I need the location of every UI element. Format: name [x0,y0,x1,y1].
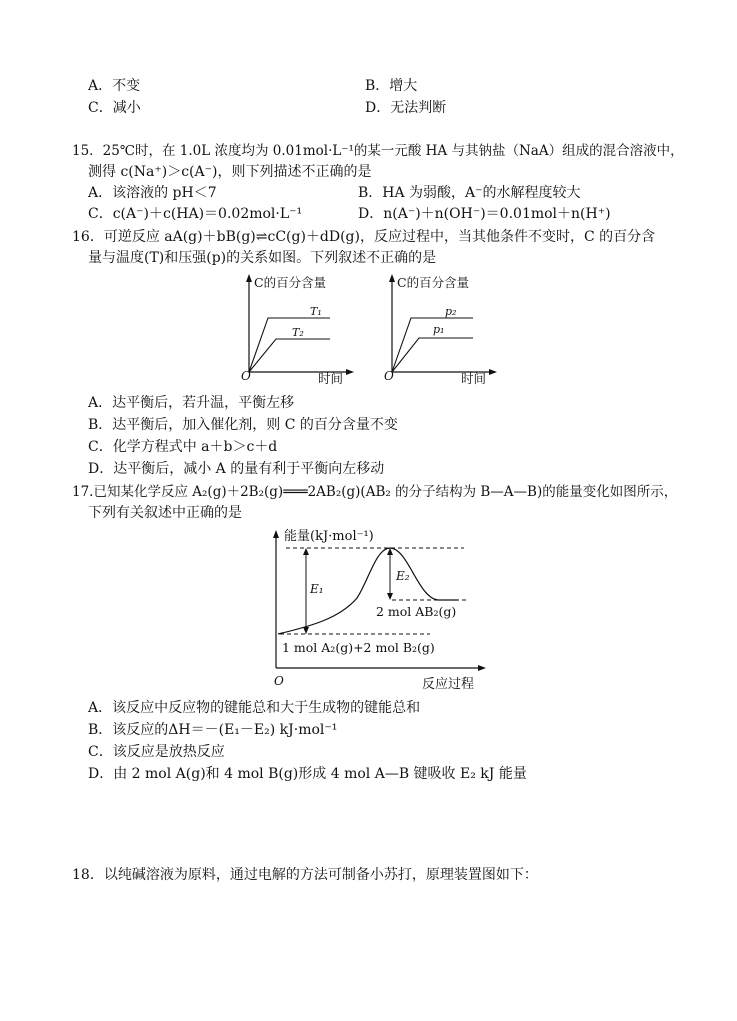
e1-label: E₁ [310,582,324,596]
q16-option-a: A．达平衡后，若升温，平衡左移 [88,395,295,411]
q17-option-d: D．由 2 mol A(g)和 4 mol B(g)形成 4 mol A—B 键吸收 E₂ kJ 能量 [88,766,527,782]
q17-option-b: B．该反应的ΔH＝－(E₁－E₂) kJ·mol⁻¹ [88,722,338,738]
graph1-ylabel: C的百分含量 [254,275,327,290]
q17-stem-line2: 下列有关叙述中正确的是 [88,505,242,521]
graph1-lower-label: T₂ [292,326,304,339]
q17-option-a: A．该反应中反应物的键能总和大于生成物的键能总和 [88,700,421,716]
graph2-lower-label: p₁ [433,323,445,336]
q15-option-d: D．n(A⁻)＋n(OH⁻)＝0.01mol＋n(H⁺) [358,206,611,222]
q15-stem-line2: 测得 c(Na⁺)＞c(A⁻)，则下列描述不正确的是 [88,164,372,180]
q16-graphs [230,270,510,390]
graph1-upper-label: T₁ [310,305,322,318]
e1-arrow-top [303,548,309,555]
q16-graph2 [384,274,497,386]
energy-ylabel: 能量(kJ·mol⁻¹) [284,529,374,544]
q17-stem-line1: 17.已知某化学反应 A₂(g)＋2B₂(g)═══2AB₂(g)(AB₂ 的分子结构为 B—A—B)的能量变化如图所示， [72,484,678,500]
energy-origin: O [274,674,284,688]
energy-curve [278,548,458,634]
e2-arrow-bottom [387,593,393,600]
graph2-upper-label: p₂ [445,305,457,318]
q14-option-c: C．减小 [88,100,141,116]
graph2-x-arrow [489,369,497,375]
q16-option-b: B．达平衡后，加入催化剂，则 C 的百分含量不变 [88,417,398,433]
q16-option-d: D．达平衡后，减小 A 的量有利于平衡向左移动 [88,461,385,477]
q15-option-a: A．该溶液的 pH＜7 [88,185,217,201]
q16-stem-line2: 量与温度(T)和压强(p)的关系如图。下列叙述不正确的是 [88,250,437,266]
q17-option-c: C．该反应是放热反应 [88,744,225,760]
graph2-origin: O [384,369,394,383]
q15-option-c: C．c(A⁻)＋c(HA)＝0.02mol·L⁻¹ [88,206,303,222]
energy-xlabel: 反应过程 [422,677,475,692]
product-label: 2 mol AB₂(g) [376,604,457,619]
q15-option-b: B．HA 为弱酸，A⁻的水解程度较大 [358,185,581,201]
energy-x-arrow [478,665,486,671]
energy-y-arrow [273,530,279,538]
q14-option-a: A．不变 [88,78,141,94]
graph1-xlabel: 时间 [318,371,344,386]
q15-stem-line1: 15．25℃时，在 1.0L 浓度均为 0.01mol·L⁻¹的某一元酸 HA 与其钠盐（NaA）组成的混合溶液中， [72,143,684,159]
e1-arrow-bottom [303,627,309,634]
graph2-y-arrow [389,274,395,282]
q14-option-d: D．无法判断 [365,100,447,116]
q16-option-c: C．化学方程式中 a＋b＞c＋d [88,439,278,455]
e2-label: E₂ [396,569,410,583]
graph1-y-arrow [246,274,252,282]
graph1-origin: O [241,369,251,383]
graph2-ylabel: C的百分含量 [397,275,470,290]
e2-arrow-top [387,548,393,555]
q17-energy-graph [262,524,492,694]
graph1-curve-upper [249,318,330,372]
graph2-xlabel: 时间 [461,371,487,386]
reactant-label: 1 mol A₂(g)+2 mol B₂(g) [282,640,435,655]
graph2-curve-lower [392,338,473,372]
q16-graph1 [241,274,354,386]
graph1-curve-lower [249,339,330,372]
graph1-x-arrow [346,369,354,375]
q18-stem: 18．以纯碱溶液为原料，通过电解的方法可制备小苏打，原理装置图如下： [72,867,538,883]
q14-option-b: B．增大 [365,78,418,94]
q16-stem-line1: 16．可逆反应 aA(g)＋bB(g)⇌cC(g)＋dD(g)，反应过程中，当其他条件不变时，C 的百分含 [72,229,656,245]
